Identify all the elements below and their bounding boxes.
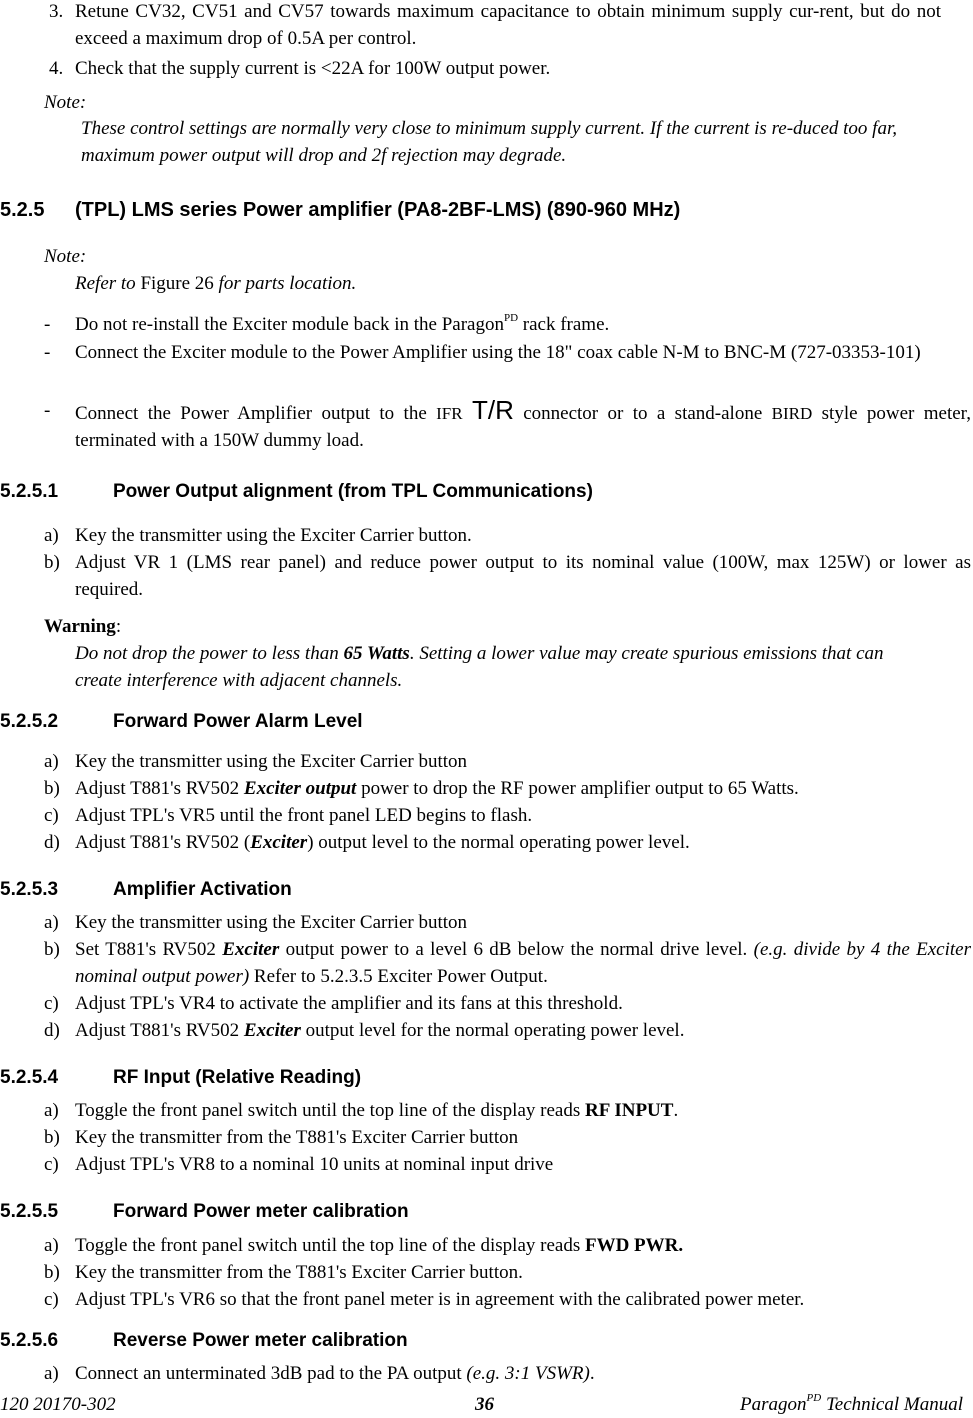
list-marker: b) bbox=[44, 778, 60, 799]
list-item bbox=[44, 909, 971, 936]
list-marker: b) bbox=[44, 1262, 60, 1283]
list-item bbox=[44, 1017, 971, 1044]
section-title: Reverse Power meter calibration bbox=[113, 1330, 408, 1351]
list-text: Adjust T881's RV502 (Exciter) output level to the normal operating power level. bbox=[75, 832, 690, 853]
section-title: Power Output alignment (from TPL Communications) bbox=[113, 481, 593, 502]
page-footer bbox=[0, 1391, 973, 1417]
list-text: Key the transmitter from the T881's Exciter Carrier button. bbox=[75, 1262, 523, 1283]
list-marker: - bbox=[44, 400, 51, 421]
list-text: Toggle the front panel switch until the top line of the display reads FWD PWR. bbox=[75, 1235, 684, 1256]
list-item bbox=[44, 1360, 971, 1387]
list-text: Key the transmitter from the T881's Exciter Carrier button bbox=[75, 1127, 519, 1148]
document-number: 120 20170-302 bbox=[0, 1394, 116, 1415]
list-text: Adjust VR 1 (LMS rear panel) and reduce power output to its nominal value (100W, max 125W) or lower as required. bbox=[75, 552, 971, 600]
list-text: Set T881's RV502 Exciter output power to a level 6 dB below the normal drive level. (e.g. divide by 4 the Exciter nominal output power) Refer to 5.2.3.5 Exciter Power Output. bbox=[75, 939, 972, 987]
list-item bbox=[44, 1124, 971, 1151]
list-text: Adjust TPL's VR8 to a nominal 10 units at nominal input drive bbox=[75, 1154, 554, 1175]
section-number: 5.2.5.4 bbox=[0, 1067, 59, 1088]
section-title: (TPL) LMS series Power amplifier (PA8-2BF-LMS) (890-960 MHz) bbox=[75, 199, 681, 221]
list-text: Connect an unterminated 3dB pad to the PA output (e.g. 3:1 VSWR). bbox=[75, 1363, 595, 1384]
section-number: 5.2.5.2 bbox=[0, 711, 59, 732]
list-item bbox=[44, 1286, 971, 1313]
section-title: Forward Power meter calibration bbox=[113, 1201, 409, 1222]
note-text bbox=[75, 270, 356, 297]
list-marker: a) bbox=[44, 1363, 59, 1384]
list-item bbox=[44, 1097, 971, 1124]
list-text: Check that the supply current is <22A for 100W output power. bbox=[75, 58, 551, 79]
list-text: Do not re-install the Exciter module back in the Paragon$^{PD}$ rack frame. bbox=[75, 311, 610, 335]
section-number: 5.2.5.6 bbox=[0, 1330, 59, 1351]
list-marker: - bbox=[44, 342, 51, 363]
list-marker: c) bbox=[44, 1289, 59, 1310]
list-item bbox=[44, 829, 971, 856]
note-text: These control settings are normally very close to minimum supply current. If the current is re-duced too far, maximum power output will drop and 2f rejection may degrade. bbox=[81, 118, 897, 166]
list-marker: b) bbox=[44, 1127, 60, 1148]
section-title: Forward Power Alarm Level bbox=[113, 711, 363, 732]
list-marker: a) bbox=[44, 1100, 59, 1121]
section-number: 5.2.5.3 bbox=[0, 879, 59, 900]
section-number: 5.2.5 bbox=[0, 199, 45, 221]
list-item bbox=[44, 1232, 971, 1259]
list-marker: b) bbox=[44, 552, 60, 573]
list-marker: c) bbox=[44, 1154, 59, 1175]
list-text: Adjust T881's RV502 Exciter output level for the normal operating power level. bbox=[75, 1020, 685, 1041]
list-text: Key the transmitter using the Exciter Carrier button. bbox=[75, 525, 472, 546]
warning-text: Do not drop the power to less than 65 Watts. Setting a lower value may create spurious emissions that can create interference with adjacent channels. bbox=[75, 643, 884, 691]
section-number: 5.2.5.1 bbox=[0, 481, 59, 502]
note-label: Note: bbox=[44, 92, 87, 113]
list-item bbox=[44, 55, 971, 82]
list-text: Retune CV32, CV51 and CV57 towards maximum capacitance to obtain minimum supply cur-rent, but do not exceed a maximum drop of 0.5A per control. bbox=[75, 1, 941, 49]
section-title: RF Input (Relative Reading) bbox=[113, 1067, 362, 1088]
list-item bbox=[44, 775, 971, 802]
note-label: Note: bbox=[44, 246, 87, 267]
list-item bbox=[44, 0, 971, 52]
list-marker: c) bbox=[44, 993, 59, 1014]
list-marker: a) bbox=[44, 912, 59, 933]
list-item bbox=[44, 936, 971, 990]
section-number: 5.2.5.5 bbox=[0, 1201, 59, 1222]
note-prefix: Refer to bbox=[75, 273, 136, 294]
list-text: Key the transmitter using the Exciter Carrier button bbox=[75, 751, 468, 772]
list-item bbox=[44, 311, 971, 338]
page-number: 36 bbox=[475, 1394, 494, 1415]
note-suffix: for parts location. bbox=[218, 273, 357, 294]
list-marker: b) bbox=[44, 939, 60, 960]
list-text: Adjust TPL's VR4 to activate the amplifier and its fans at this threshold. bbox=[75, 993, 623, 1014]
list-item bbox=[44, 1151, 971, 1178]
list-text: Key the transmitter using the Exciter Carrier button bbox=[75, 912, 468, 933]
list-item bbox=[44, 397, 971, 454]
list-item bbox=[44, 748, 971, 775]
list-item bbox=[44, 802, 971, 829]
list-item bbox=[44, 339, 971, 366]
list-text: Adjust TPL's VR5 until the front panel LED begins to flash. bbox=[75, 805, 533, 826]
list-marker: - bbox=[44, 314, 51, 335]
list-marker: a) bbox=[44, 751, 59, 772]
list-marker: 3. bbox=[49, 1, 64, 22]
list-marker: d) bbox=[44, 832, 60, 853]
manual-title: Paragon$^{PD}$ Technical Manual bbox=[740, 1391, 963, 1415]
list-item bbox=[44, 990, 971, 1017]
list-text: Adjust T881's RV502 Exciter output power to drop the RF power amplifier output to 65 Watts. bbox=[75, 778, 799, 799]
section-title: Amplifier Activation bbox=[113, 879, 292, 900]
list-text: Connect the Power Amplifier output to the IFR T/R connector or to a stand-alone BIRD style power meter, terminated with a 150W dummy load. bbox=[75, 395, 971, 451]
list-item bbox=[44, 522, 971, 549]
warning-label: Warning: bbox=[44, 616, 122, 637]
list-marker: a) bbox=[44, 1235, 59, 1256]
list-text: Connect the Exciter module to the Power Amplifier using the 18" coax cable N-M to BNC-M (727-03353-101) bbox=[75, 342, 921, 363]
list-text: Adjust TPL's VR6 so that the front panel meter is in agreement with the calibrated power meter. bbox=[75, 1289, 805, 1310]
list-item bbox=[44, 549, 971, 603]
list-marker: c) bbox=[44, 805, 59, 826]
list-text: Toggle the front panel switch until the top line of the display reads RF INPUT. bbox=[75, 1100, 679, 1121]
list-marker: a) bbox=[44, 525, 59, 546]
list-marker: 4. bbox=[49, 58, 64, 79]
list-marker: d) bbox=[44, 1020, 60, 1041]
figure-reference: Figure 26 bbox=[140, 273, 214, 294]
list-item bbox=[44, 1259, 971, 1286]
